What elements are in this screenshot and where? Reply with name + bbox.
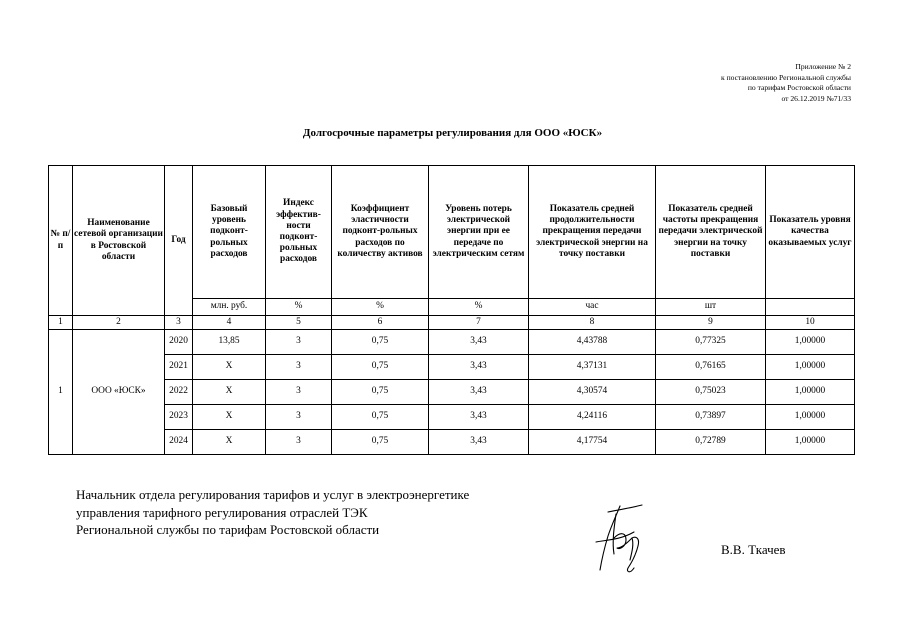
duration-cell: 4,43788 — [529, 330, 656, 355]
column-number: 5 — [266, 316, 332, 330]
losses-cell: 3,43 — [429, 430, 529, 455]
position-line-3: Региональной службы по тарифам Ростовской области — [76, 522, 380, 537]
efficiency-index-cell: 3 — [266, 430, 332, 455]
handwritten-signature — [590, 502, 650, 576]
frequency-cell: 0,76165 — [656, 355, 766, 380]
frequency-cell: 0,73897 — [656, 405, 766, 430]
quality-cell: 1,00000 — [766, 430, 855, 455]
column-number: 9 — [656, 316, 766, 330]
year-cell: 2022 — [165, 380, 193, 405]
elasticity-cell: 0,75 — [332, 380, 429, 405]
signer-name: В.В. Ткачев — [721, 542, 786, 557]
efficiency-index-cell: 3 — [266, 405, 332, 430]
year-cell: 2024 — [165, 430, 193, 455]
unit-cell: % — [332, 299, 429, 316]
elasticity-cell: 0,75 — [332, 355, 429, 380]
appendix-line-3: по тарифам Ростовской области — [747, 83, 851, 92]
unit-cell — [766, 299, 855, 316]
base-level-cell: X — [193, 430, 266, 455]
header-row — [49, 166, 855, 299]
unit-cell: % — [429, 299, 529, 316]
column-number: 7 — [429, 316, 529, 330]
column-number: 6 — [332, 316, 429, 330]
appendix-line-1: Приложение № 2 — [795, 62, 851, 71]
signatory-position — [76, 486, 469, 539]
losses-cell: 3,43 — [429, 330, 529, 355]
header-organization: Наименование сетевой организации в Ростовской области — [73, 166, 165, 316]
column-number: 4 — [193, 316, 266, 330]
header-service-quality: Показатель уровня качества оказываемых услуг — [766, 166, 855, 299]
regulation-parameters-table — [48, 165, 855, 455]
year-cell: 2021 — [165, 355, 193, 380]
table-row — [49, 355, 855, 380]
appendix-line-2: к постановлению Региональной службы — [720, 72, 851, 82]
header-efficiency-index: Индекс эффектив-ности подконт-рольных расходов — [266, 166, 332, 299]
quality-cell: 1,00000 — [766, 405, 855, 430]
table-row — [49, 330, 855, 355]
unit-cell: млн. руб. — [193, 299, 266, 316]
duration-cell: 4,37131 — [529, 355, 656, 380]
base-level-cell: X — [193, 355, 266, 380]
losses-cell: 3,43 — [429, 405, 529, 430]
efficiency-index-cell: 3 — [266, 380, 332, 405]
duration-cell: 4,30574 — [529, 380, 656, 405]
elasticity-cell: 0,75 — [332, 405, 429, 430]
organization-name: ООО «ЮСК» — [73, 330, 165, 455]
losses-cell: 3,43 — [429, 380, 529, 405]
column-number: 3 — [165, 316, 193, 330]
column-number: 10 — [766, 316, 855, 330]
base-level-cell: X — [193, 380, 266, 405]
frequency-cell: 0,75023 — [656, 380, 766, 405]
appendix-line-4: от 26.12.2019 №71/33 — [781, 93, 851, 103]
header-interruption-frequency: Показатель средней частоты прекращения передачи электрической энергии на точку поставки — [656, 166, 766, 299]
unit-cell: шт — [656, 299, 766, 316]
column-number: 8 — [529, 316, 656, 330]
table-row — [49, 405, 855, 430]
position-line-1: Начальник отдела регулирования тарифов и услуг в электроэнергетике — [76, 487, 470, 502]
duration-cell: 4,17754 — [529, 430, 656, 455]
frequency-cell: 0,72789 — [656, 430, 766, 455]
duration-cell: 4,24116 — [529, 405, 656, 430]
column-number: 2 — [73, 316, 165, 330]
position-line-2: управления тарифного регулирования отраслей ТЭК — [76, 504, 368, 520]
year-cell: 2020 — [165, 330, 193, 355]
elasticity-cell: 0,75 — [332, 330, 429, 355]
appendix-note — [721, 62, 851, 104]
row-number: 1 — [49, 330, 73, 455]
header-year: Год — [165, 166, 193, 316]
document-title: Долгосрочные параметры регулирования для ООО «ЮСК» — [302, 127, 603, 139]
base-level-cell: X — [193, 405, 266, 430]
year-cell: 2023 — [165, 405, 193, 430]
efficiency-index-cell: 3 — [266, 355, 332, 380]
base-level-cell: 13,85 — [193, 330, 266, 355]
efficiency-index-cell: 3 — [266, 330, 332, 355]
header-base-level: Базовый уровень подконт-рольных расходов — [193, 166, 266, 299]
quality-cell: 1,00000 — [766, 355, 855, 380]
column-number: 1 — [49, 316, 73, 330]
header-losses-level: Уровень потерь электрической энергии при ее передаче по электрическим сетям — [429, 166, 529, 299]
losses-cell: 3,43 — [429, 355, 529, 380]
unit-cell: час — [529, 299, 656, 316]
table-row — [49, 430, 855, 455]
column-numbers-row — [49, 316, 855, 330]
quality-cell: 1,00000 — [766, 380, 855, 405]
table-row — [49, 380, 855, 405]
header-elasticity-coefficient: Коэффициент эластичности подконт-рольных расходов по количеству активов — [332, 166, 429, 299]
frequency-cell: 0,77325 — [656, 330, 766, 355]
header-number: № п/п — [49, 166, 73, 316]
unit-cell: % — [266, 299, 332, 316]
header-interruption-duration: Показатель средней продолжительности прекращения передачи электрической энергии на точку поставки — [529, 166, 656, 299]
quality-cell: 1,00000 — [766, 330, 855, 355]
elasticity-cell: 0,75 — [332, 430, 429, 455]
